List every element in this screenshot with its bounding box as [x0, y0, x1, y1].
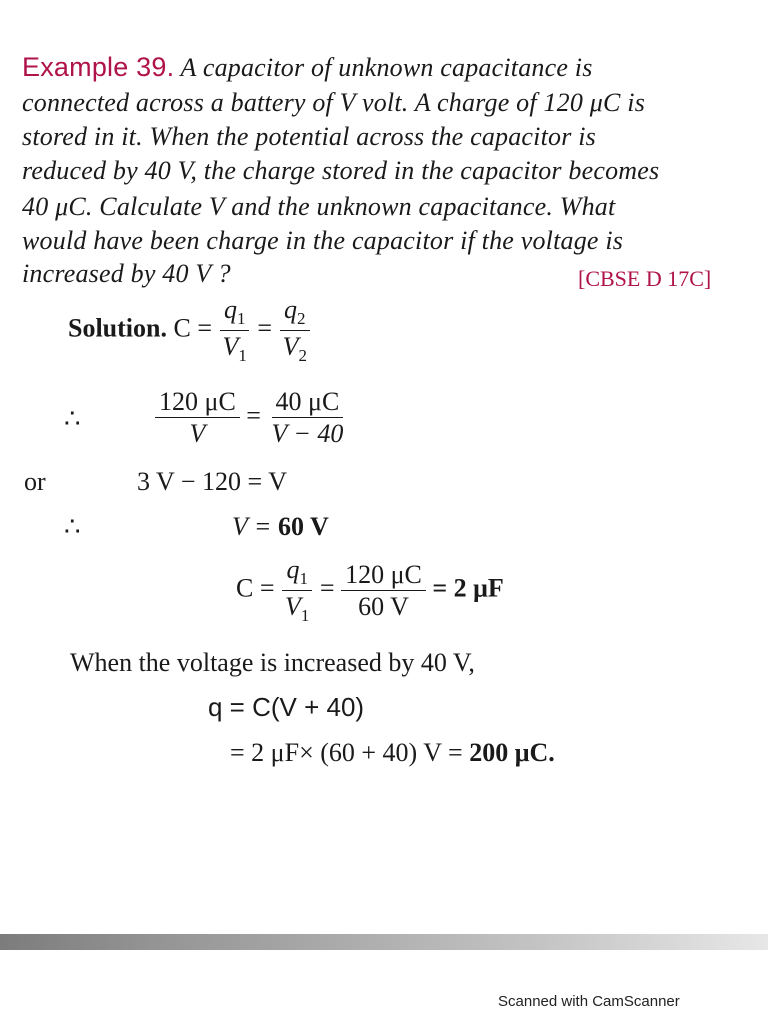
eq5-frac-2: $\frac{120 \mu C}{60 V}$: [341, 561, 426, 621]
question-line-5: 40 μC. Calculate V and the unknown capacitance. What: [22, 192, 616, 221]
question-line-3: stored in it. When the potential across the capacitor is: [22, 122, 596, 151]
question-line-4: reduced by 40 V, the charge stored in the capacitor becomes: [22, 156, 660, 185]
solution-eq-2: $\frac{120 \mu C}{V}$ = $\frac{40 \mu C}{V - 40}$: [155, 388, 347, 448]
question-line-1: [22, 52, 593, 83]
solution-eq-5: C = $\frac{q_1}{V_1}$ = $\frac{120 \mu C}{60 V}$ = 2 μF: [236, 555, 504, 626]
solution-eq-1: Solution. C = $\frac{q_1}{V_1}$ = $\frac{q_2}{V_2}$: [68, 296, 311, 365]
solution-eq-6: q = C(V + 40): [208, 692, 365, 722]
question-line-7: increased by 40 V ?: [22, 259, 231, 288]
therefore-symbol-1: ∴: [64, 404, 81, 433]
question-text-1: A capacitor of unknown capacitance is: [180, 53, 593, 82]
cbse-reference: [CBSE D 17C]: [578, 266, 712, 291]
solution-label: Solution.: [68, 313, 167, 343]
eq1-lhs: C =: [173, 313, 213, 343]
eq2-frac-2: $\frac{40 \mu C}{V - 40}$: [271, 387, 344, 449]
question-line-2: connected across a battery of V volt. A charge of 120 μC is: [22, 88, 646, 117]
eq1-frac-1: $\frac{q_1}{V_1}$: [219, 296, 251, 365]
question-line-6: would have been charge in the capacitor if the voltage is: [22, 226, 624, 255]
therefore-symbol-2: ∴: [64, 512, 81, 541]
eq1-frac-2: $\frac{q_2}{V_2}$: [279, 296, 311, 365]
eq2-frac-1: $\frac{120 \mu C}{V}$: [155, 388, 240, 448]
solution-eq-7: = 2 μF× (60 + 40) V = 200 μC.: [230, 738, 555, 767]
or-label: or: [24, 467, 46, 496]
solution-text: When the voltage is increased by 40 V,: [70, 648, 475, 677]
footer-watermark: Scanned with CamScanner: [498, 993, 680, 1010]
page-edge-shadow: [0, 934, 768, 950]
solution-eq-3: 3 V − 120 = V: [137, 467, 287, 496]
solution-eq-4: V = 60 V: [232, 512, 329, 541]
example-label: Example 39.: [22, 52, 175, 82]
eq5-frac-1: $\frac{q_1}{V_1}$: [281, 556, 313, 625]
